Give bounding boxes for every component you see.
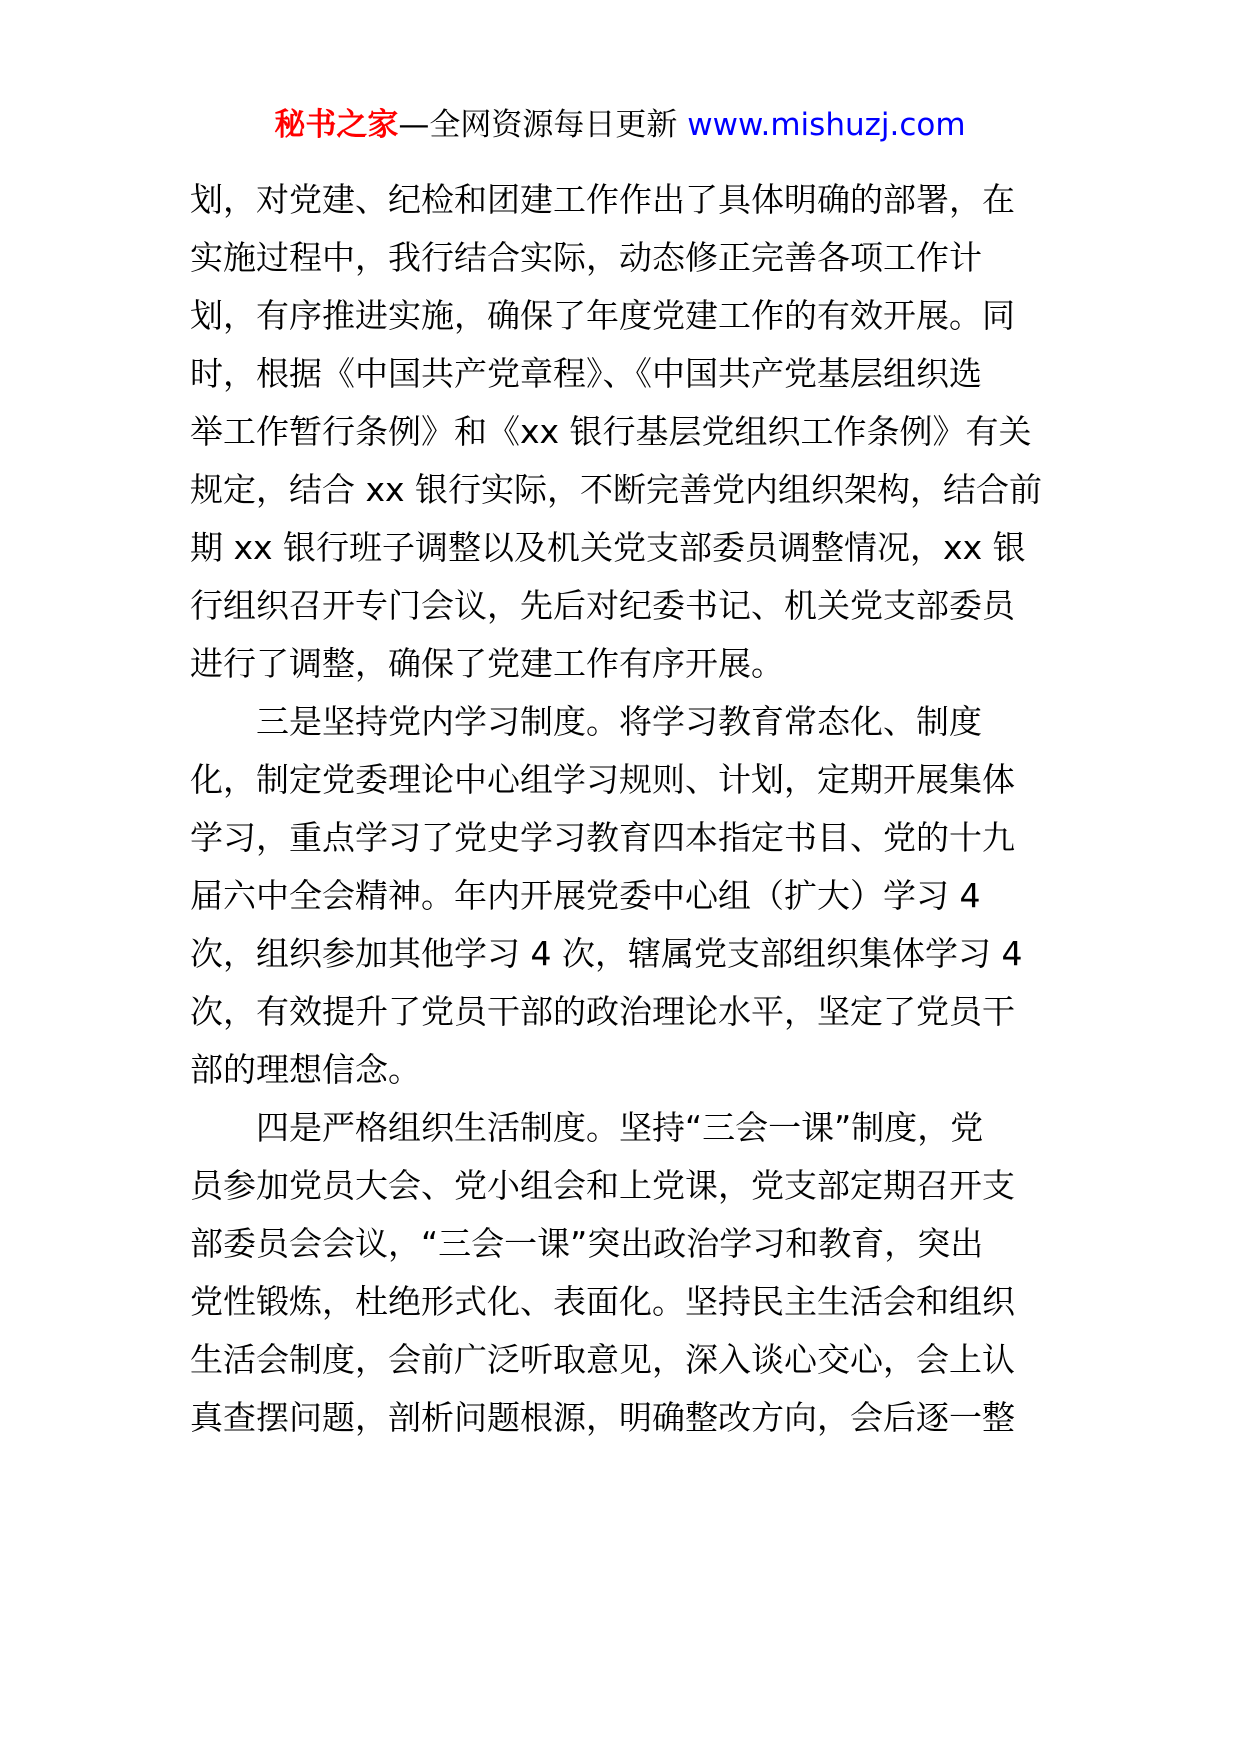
- text-line: 部的理想信念。: [190, 1050, 421, 1089]
- text-line: 划，有序推进实施，确保了年度党建工作的有效开展。同: [190, 296, 1015, 335]
- text-line: 规定，结合 xx 银行实际，不断完善党内组织架构，结合前: [190, 470, 1043, 509]
- text-line: 生活会制度，会前广泛听取意见，深入谈心交心，会上认: [190, 1340, 1015, 1379]
- site-url-link[interactable]: www.mishuzj.com: [687, 107, 966, 143]
- text-line: 化，制定党委理论中心组学习规则、计划，定期开展集体: [190, 760, 1015, 799]
- paragraph-first-line: 四是严格组织生活制度。坚持“三会一课”制度，党: [256, 1108, 984, 1147]
- header-tagline: —全网资源每日更新: [398, 107, 688, 143]
- text-line: 学习，重点学习了党史学习教育四本指定书目、党的十九: [190, 818, 1015, 857]
- text-line: 进行了调整，确保了党建工作有序开展。: [190, 644, 784, 683]
- site-header: [0, 100, 1240, 150]
- text-line: 实施过程中，我行结合实际，动态修正完善各项工作计: [190, 238, 982, 277]
- text-line: 员参加党员大会、党小组会和上党课，党支部定期召开支: [190, 1166, 1015, 1205]
- text-line: 党性锻炼，杜绝形式化、表面化。坚持民主生活会和组织: [190, 1282, 1015, 1321]
- text-line: 部委员会会议，“三会一课”突出政治学习和教育，突出: [190, 1224, 984, 1263]
- text-line: 次，有效提升了党员干部的政治理论水平，坚定了党员干: [190, 992, 1015, 1031]
- brand-name: 秘书之家: [274, 107, 399, 143]
- text-line: 时，根据《中国共产党章程》、《中国共产党基层组织选: [190, 354, 982, 393]
- text-line: 期 xx 银行班子调整以及机关党支部委员调整情况，xx 银: [190, 528, 1026, 567]
- text-line: 举工作暂行条例》和《xx 银行基层党组织工作条例》有关: [190, 412, 1032, 451]
- text-line: 真查摆问题，剖析问题根源，明确整改方向，会后逐一整: [190, 1398, 1015, 1437]
- text-line: 行组织召开专门会议，先后对纪委书记、机关党支部委员: [190, 586, 1015, 625]
- text-line: 次，组织参加其他学习 4 次，辖属党支部组织集体学习 4: [190, 934, 1023, 973]
- text-line: 划，对党建、纪检和团建工作作出了具体明确的部署，在: [190, 180, 1015, 219]
- text-line: 届六中全会精神。年内开展党委中心组（扩大）学习 4: [190, 876, 981, 915]
- paragraph-first-line: 三是坚持党内学习制度。将学习教育常态化、制度: [256, 702, 982, 741]
